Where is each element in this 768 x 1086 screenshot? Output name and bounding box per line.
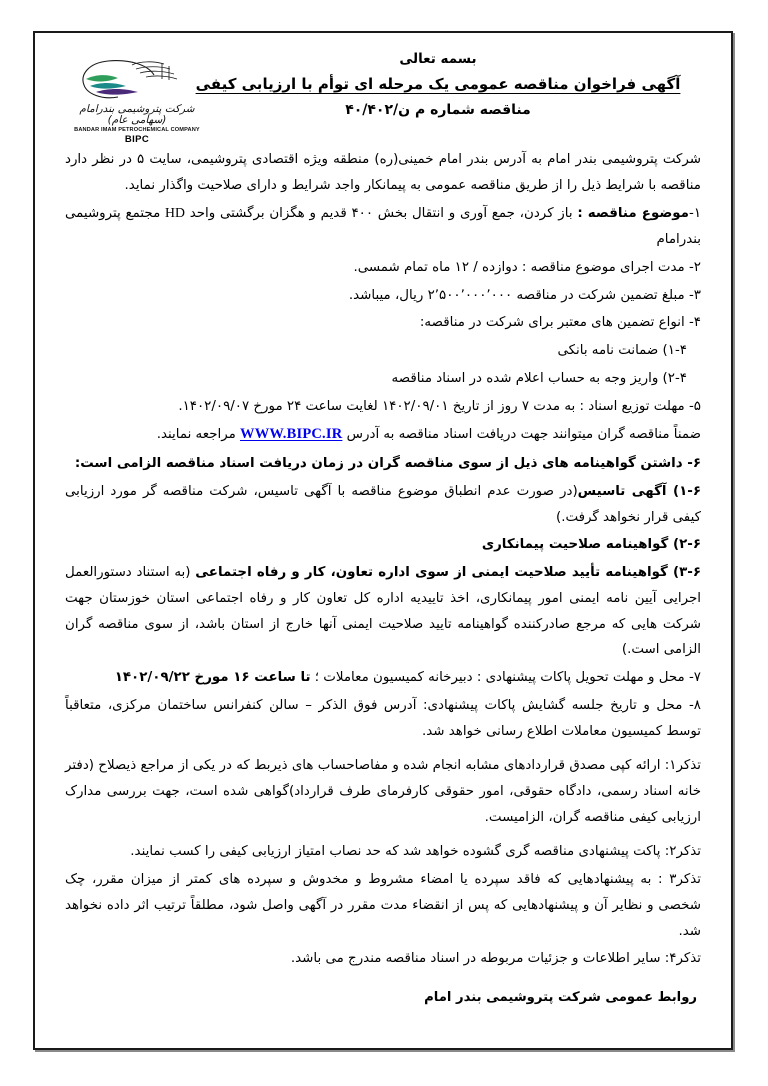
tender-number: مناقصه شماره م ن/۴۰/۴۰۲ [345, 102, 531, 118]
item-4-2-text: واریز وجه به حساب اعلام شده در اسناد مناقصه [391, 370, 663, 386]
item-1-tail: مجتمع پتروشیمی بندرامام [65, 206, 701, 248]
item-4-1-number: ۱-۴) [662, 343, 687, 359]
item-3 [65, 283, 701, 309]
item-2-number: ۲- [688, 259, 701, 275]
logo-abbreviation: BIPC [124, 133, 150, 145]
basmala-text: بسمه تعالی [399, 51, 477, 67]
item-4-text: انواع تضمین های معتبر برای شرکت در مناقصه: [419, 315, 689, 331]
item-8 [65, 693, 701, 744]
item-6-3 [65, 560, 701, 663]
note-3-text: به پیشنهادهایی که فاقد سپرده یا امضاء مشروط و مخدوش و سپرده های کمتر از میزان مقرر، چک شخصی و نظایر آن و پیشنهادهایی که پس از انقضاء مدت مقرر در آگهی واصل شود، مطلقاً ترتیب اثر داده نخواهد شد. [65, 872, 701, 939]
bipc-website-link[interactable]: WWW.BIPC.IR [240, 426, 343, 443]
logo-english-name: BANDAR IMAM PETROCHEMICAL COMPANY [74, 127, 200, 133]
item-5-text: مهلت توزیع اسناد : به مدت ۷ روز از تاریخ ۱۴۰۲/۰۹/۰۱ لغایت ساعت ۲۴ مورخ ۱۴۰۲/۰۹/۰۷. [178, 398, 689, 414]
item-4-number: ۴- [688, 315, 701, 331]
spacer [65, 746, 701, 753]
item-5 [65, 394, 701, 420]
website-note-after: مراجعه نمایند. [156, 427, 241, 443]
item-2 [65, 255, 701, 281]
item-3-number: ۳- [688, 287, 701, 303]
item-6-3-text: (به استناد دستورالعمل اجرایی آیین نامه ایمنی امور پیمانکاری، اخذ تاییدیه اداره کل تعاون کار و رفاه اجتماعی استان خوزستان جهت شرکت هایی که مرجع صادرکننده گواهینامه تایید صلاحیت ایمنی آنها خارج از استان باشد، از سوی مناقصه گران الزامی است.) [65, 565, 701, 658]
item-1-text: باز کردن، جمع آوری و انتقال بخش ۴۰۰ قدیم و هگزان برگشتی واحد [185, 206, 578, 222]
note-1-text: ارائه کپی مصدق قراردادهای مشابه انجام شده و مفاصاحساب های ذیربط که در یکی از مراجع ذیصلاح (دفتر خانه اسناد رسمی، دادگاه حقوقی، امور حقوقی کارفرمای طرف قرارداد)گواهی شده است، جهت بررسی مدارک ارزیابی کیفی مناقصه گران، الزامیست. [65, 758, 701, 825]
document-header [65, 51, 701, 143]
document-body [65, 147, 701, 1005]
item-6-2-bold: گواهینامه صلاحیت پیمانکاری [481, 537, 673, 553]
item-8-text: محل و تاریخ جلسه گشایش پاکات پیشنهادی: آدرس فوق الذکر – سالن کنفرانس ساختمان مرکزی، متعاقباً توسط کمیسیون معاملات اطلاع رسانی خواهد شد. [65, 697, 701, 739]
note-4-text: سایر اطلاعات و جزئیات مربوطه در اسناد مناقصه مندرج می باشد. [290, 951, 665, 967]
note-2-text: پاکت پیشنهادی مناقصه گری گشوده خواهد شد که حد نصاب امتیاز ارزیابی کیفی را کسب نمایند. [130, 844, 665, 860]
item-7 [65, 665, 701, 691]
item-2-text: مدت اجرای موضوع مناقصه : دوازده / ۱۲ ماه تمام شمسی. [353, 259, 689, 275]
item-5-number: ۵- [688, 398, 701, 414]
item-1-lead: موضوع مناقصه : [577, 206, 689, 222]
item-6-1-bold: آگهی تاسیس [577, 483, 673, 499]
footer-signature: روابط عمومی شرکت پتروشیمی بندر امام [424, 990, 697, 1006]
item-6-1-text: (در صورت عدم انطباق موضوع مناقصه با آگهی تاسیس، شرکت مناقصه گر مورد ارزیابی کیفی قرار نخواهد گرفت.) [65, 483, 701, 525]
website-note [65, 421, 701, 449]
item-4-1-text: ضمانت نامه بانکی [557, 343, 663, 359]
item-8-number: ۸- [688, 697, 701, 713]
item-1-number: ۱- [688, 206, 702, 222]
page-content [35, 33, 731, 1048]
item-6-3-bold: گواهینامه تأیید صلاحیت ایمنی از سوی اداره تعاون، کار و رفاه اجتماعی [195, 565, 673, 581]
note-4 [65, 946, 701, 972]
item-4-2 [65, 366, 701, 392]
note-2 [65, 839, 701, 865]
item-4 [65, 310, 701, 336]
item-4-2-number: ۲-۴) [662, 370, 687, 386]
page-border-frame [33, 31, 733, 1050]
item-6-3-number: ۳-۶) [672, 565, 701, 581]
item-6-heading [65, 451, 701, 477]
intro-paragraph: شرکت پتروشیمی بندر امام به آدرس بندر امام خمینی(ره) منطقه ویژه اقتصادی پتروشیمی، سایت ۵ در نظر دارد مناقصه با شرایط ذیل را از طریق مناقصه عمومی به پیمانکار واجد شرایط و دارای صلاحیت واگذار نماید. [65, 152, 701, 193]
note-4-label: تذکر۴: [664, 951, 701, 967]
item-7-deadline: تا ساعت ۱۶ مورخ ۱۴۰۲/۰۹/۲۲ [114, 670, 311, 686]
item-4-1 [65, 338, 701, 364]
item-6-1-number: ۱-۶) [672, 483, 701, 499]
item-3-text: مبلغ تضمین شرکت در مناقصه ۲٬۵۰۰٬۰۰۰٬۰۰۰ ریال، میباشد. [348, 287, 689, 303]
item-7-number: ۷- [688, 670, 701, 686]
item-6-2 [65, 532, 701, 558]
item-6-1 [65, 479, 701, 530]
company-logo [71, 55, 203, 144]
item-1-latin: HD [164, 205, 186, 221]
page-title: آگهی فراخوان مناقصه عمومی یک مرحله ای توأم با ارزیابی کیفی [195, 75, 681, 93]
note-3 [65, 867, 701, 944]
logo-persian-name: شرکت پتروشیمی بندرامام (سهامی عام) [79, 103, 195, 126]
note-3-label: تذکر۳ : [658, 872, 701, 888]
spacer [65, 832, 701, 839]
item-7-text: محل و مهلت تحویل پاکات پیشنهادی : دبیرخانه کمیسیون معاملات ؛ [310, 670, 689, 686]
note-1-label: تذکر۱: [664, 758, 701, 774]
website-note-before: ضمناً مناقصه گران میتوانند جهت دریافت اسناد مناقصه به آدرس [342, 427, 701, 443]
item-6-text: داشتن گواهینامه های ذیل از سوی مناقصه گران در زمان دریافت اسناد مناقصه الزامی است: [74, 456, 688, 472]
item-6-2-number: ۲-۶) [672, 537, 701, 553]
bipc-logo-mark [74, 55, 200, 103]
item-1 [65, 200, 701, 252]
note-2-label: تذکر۲: [664, 844, 701, 860]
item-6-number: ۶- [687, 456, 701, 472]
note-1 [65, 753, 701, 830]
